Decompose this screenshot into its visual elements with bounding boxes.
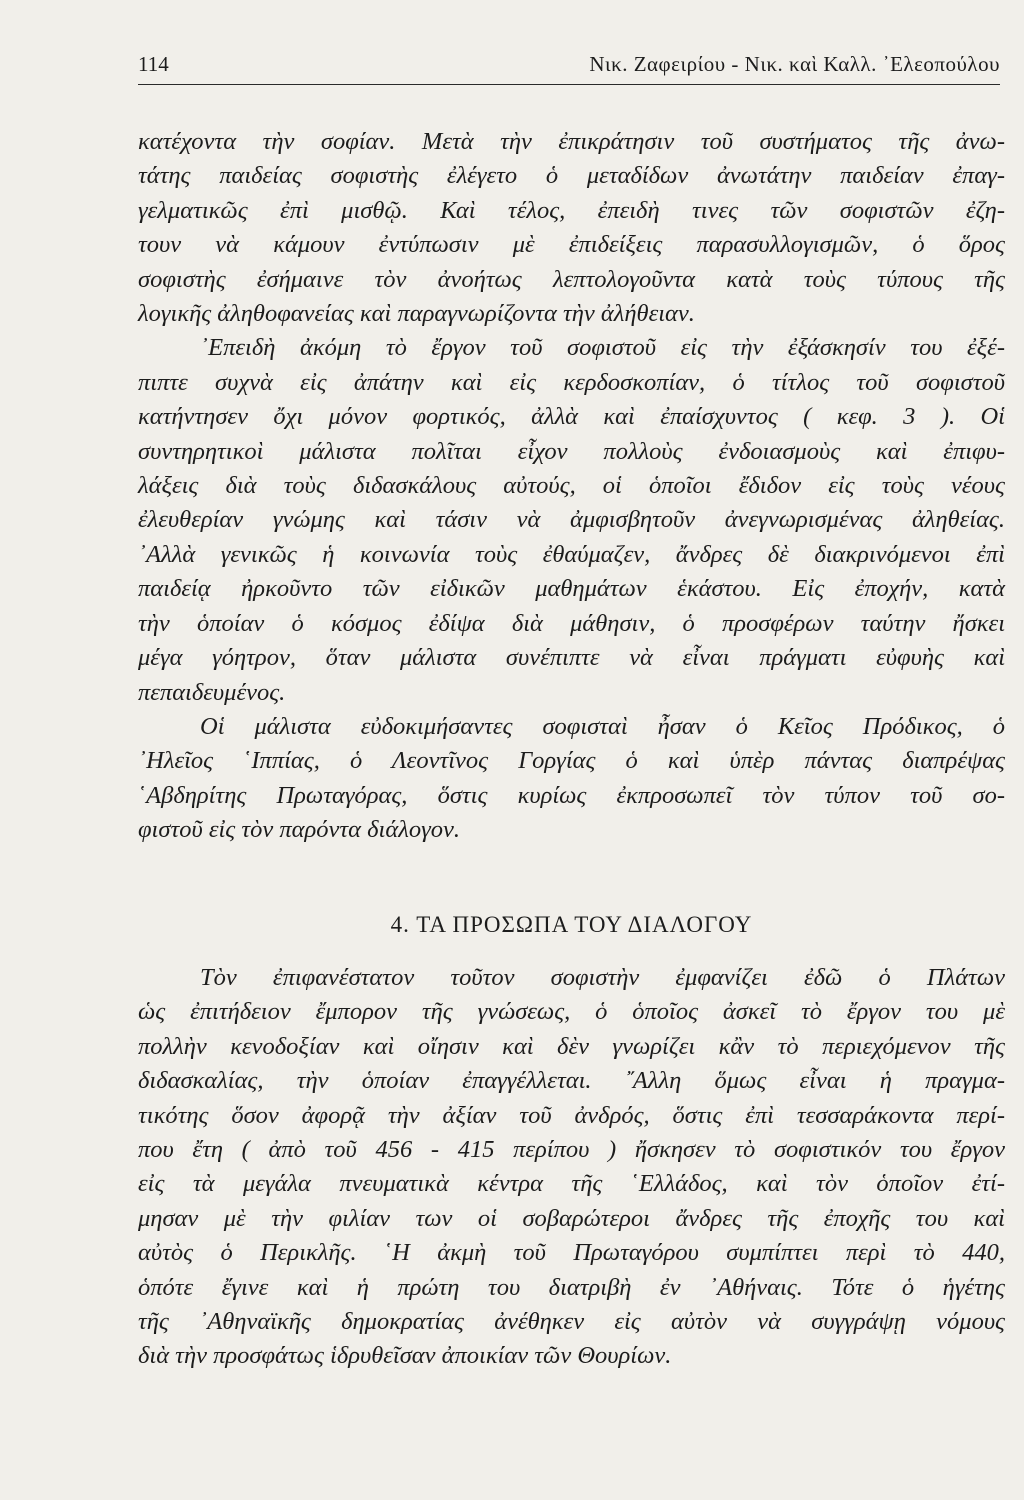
- text-block-intro: [138, 125, 1005, 848]
- text-line: ᾿Αλλὰ γενικῶς ἡ κοινωνία τοὺς ἐθαύμαζεν, ἄνδρες δὲ διακρινόμενοι ἐπὶ: [138, 540, 1005, 568]
- text-line: κατέχοντα τὴν σοφίαν. Μετὰ τὴν ἐπικράτησιν τοῦ συστήματος τῆς ἀνω-: [138, 128, 1005, 155]
- text-line: ὁπότε ἔγινε καὶ ἡ πρώτη του διατριβὴ ἐν ᾿Αθήναις. Τότε ὁ ἡγέτης: [138, 1273, 1005, 1301]
- text-line: φιστοῦ εἰς τὸν παρόντα διάλογον.: [138, 816, 460, 844]
- text-line: διὰ τὴν προσφάτως ἱδρυθεῖσαν ἀποικίαν τῶν Θουρίων.: [138, 1342, 672, 1370]
- text-line: κατήντησεν ὄχι μόνον φορτικός, ἀλλὰ καὶ ἐπαίσχυντος ( κεφ. 3 ). Οἱ: [138, 403, 1005, 431]
- text-line: Τὸν ἐπιφανέστατον τοῦτον σοφιστὴν ἐμφανίζει ἐδῶ ὁ Πλάτων: [200, 964, 1005, 991]
- text-line: λογικῆς ἀληθοφανείας καὶ παραγνωρίζοντα τὴν ἀλήθειαν.: [138, 300, 695, 328]
- text-line: μέγα γόητρον, ὅταν μάλιστα συνέπιπτε νὰ εἶναι πράγματι εὐφυὴς καὶ: [138, 644, 1005, 672]
- text-line: ᾿Επειδὴ ἀκόμη τὸ ἔργον τοῦ σοφιστοῦ εἰς τὴν ἐξάσκησίν του ἐξέ-: [200, 334, 1005, 362]
- text-line: πιπτε συχνὰ εἰς ἀπάτην καὶ εἰς κερδοσκοπίαν, ὁ τίτλος τοῦ σοφιστοῦ: [138, 368, 1005, 396]
- page-number: 114: [138, 52, 169, 76]
- text-line: συντηρητικοὶ μάλιστα πολῖται εἶχον πολλοὺς ἐνδοιασμοὺς καὶ ἐπιφυ-: [138, 437, 1005, 465]
- text-line: ἐλευθερίαν γνώμης καὶ τάσιν νὰ ἀμφισβητοῦν ἀνεγνωρισμένας ἀληθείας.: [138, 506, 1005, 534]
- text-line: γελματικῶς ἐπὶ μισθῷ. Καὶ τέλος, ἐπειδὴ τινες τῶν σοφιστῶν ἐζη-: [138, 196, 1005, 224]
- text-line: πολλὴν κενοδοξίαν καὶ οἴησιν καὶ δὲν γνωρίζει κἂν τὸ περιεχόμενον τῆς: [138, 1032, 1005, 1060]
- text-line: αὐτὸς ὁ Περικλῆς. ῾Η ἀκμὴ τοῦ Πρωταγόρου συμπίπτει περὶ τὸ 440,: [138, 1239, 1005, 1267]
- text-line: σοφιστὴς ἐσήμαινε τὸν ἀνοήτως λεπτολογοῦντα κατὰ τοὺς τύπους τῆς: [138, 265, 1005, 293]
- text-line: τάτης παιδείας σοφιστὴς ἐλέγετο ὁ μεταδίδων ἀνωτάτην παιδείαν ἐπαγ-: [138, 162, 1005, 190]
- text-line: εἰς τὰ μεγάλα πνευματικὰ κέντρα τῆς ῾Ελλάδος, καὶ τὸν ὁποῖον ἐτί-: [138, 1170, 1005, 1198]
- header-rule: [138, 84, 1000, 85]
- text-line: πεπαιδευμένος.: [138, 678, 286, 706]
- running-head-authors: Νικ. Ζαφειρίου - Νικ. καὶ Καλλ. ᾿Ελεοπούλου: [589, 52, 1000, 76]
- text-line: διδασκαλίας, τὴν ὁποίαν ἐπαγγέλλεται. ῎Αλλη ὅμως εἶναι ἡ πραγμα-: [138, 1067, 1005, 1095]
- text-line: τὴν ὁποίαν ὁ κόσμος ἐδίψα διὰ μάθησιν, ὁ προσφέρων ταύτην ἤσκει: [138, 609, 1005, 637]
- text-line: τικότης ὅσον ἀφορᾷ τὴν ἀξίαν τοῦ ἀνδρός, ὅστις ἐπὶ τεσσαράκοντα περί-: [138, 1101, 1005, 1129]
- text-line: ᾿Ηλεῖος ῾Ιππίας, ὁ Λεοντῖνος Γοργίας ὁ καὶ ὑπὲρ πάντας διαπρέψας: [138, 747, 1005, 775]
- text-line: λάξεις διὰ τοὺς διδασκάλους αὐτούς, οἱ ὁποῖοι ἔδιδον εἰς τοὺς νέους: [138, 472, 1005, 500]
- text-line: ὡς ἐπιτήδειον ἔμπορον τῆς γνώσεως, ὁ ὁποῖος ἀσκεῖ τὸ ἔργον του μὲ: [138, 998, 1005, 1026]
- text-line: μησαν μὲ τὴν φιλίαν των οἱ σοβαρώτεροι ἄνδρες τῆς ἐποχῆς του καὶ: [138, 1204, 1005, 1232]
- text-line: παιδείᾳ ἠρκοῦντο τῶν εἰδικῶν μαθημάτων ἑκάστου. Εἰς ἐποχήν, κατὰ: [138, 575, 1005, 603]
- text-line: τουν νὰ κάμουν ἐντύπωσιν μὲ ἐπιδείξεις παρασυλλογισμῶν, ὁ ὅρος: [138, 231, 1005, 259]
- text-block-section-4: [138, 961, 1005, 1374]
- text-line: ῾Αβδηρίτης Πρωταγόρας, ὅστις κυρίως ἐκπροσωπεῖ τὸν τύπον τοῦ σο-: [138, 781, 1005, 809]
- text-line: Οἱ μάλιστα εὐδοκιμήσαντες σοφισταὶ ἦσαν ὁ Κεῖος Πρόδικος, ὁ: [200, 712, 1005, 740]
- text-line: που ἔτη ( ἀπὸ τοῦ 456 - 415 περίπου ) ἤσκησεν τὸ σοφιστικόν του ἔργον: [138, 1136, 1005, 1164]
- running-head: [138, 48, 1000, 84]
- section-heading: 4. ΤΑ ΠΡΟΣΩΠΑ ΤΟΥ ΔΙΑΛΟΓΟΥ: [390, 912, 753, 937]
- text-line: τῆς ᾿Αθηναϊκῆς δημοκρατίας ἀνέθηκεν εἰς αὐτὸν νὰ συγγράψῃ νόμους: [138, 1308, 1005, 1336]
